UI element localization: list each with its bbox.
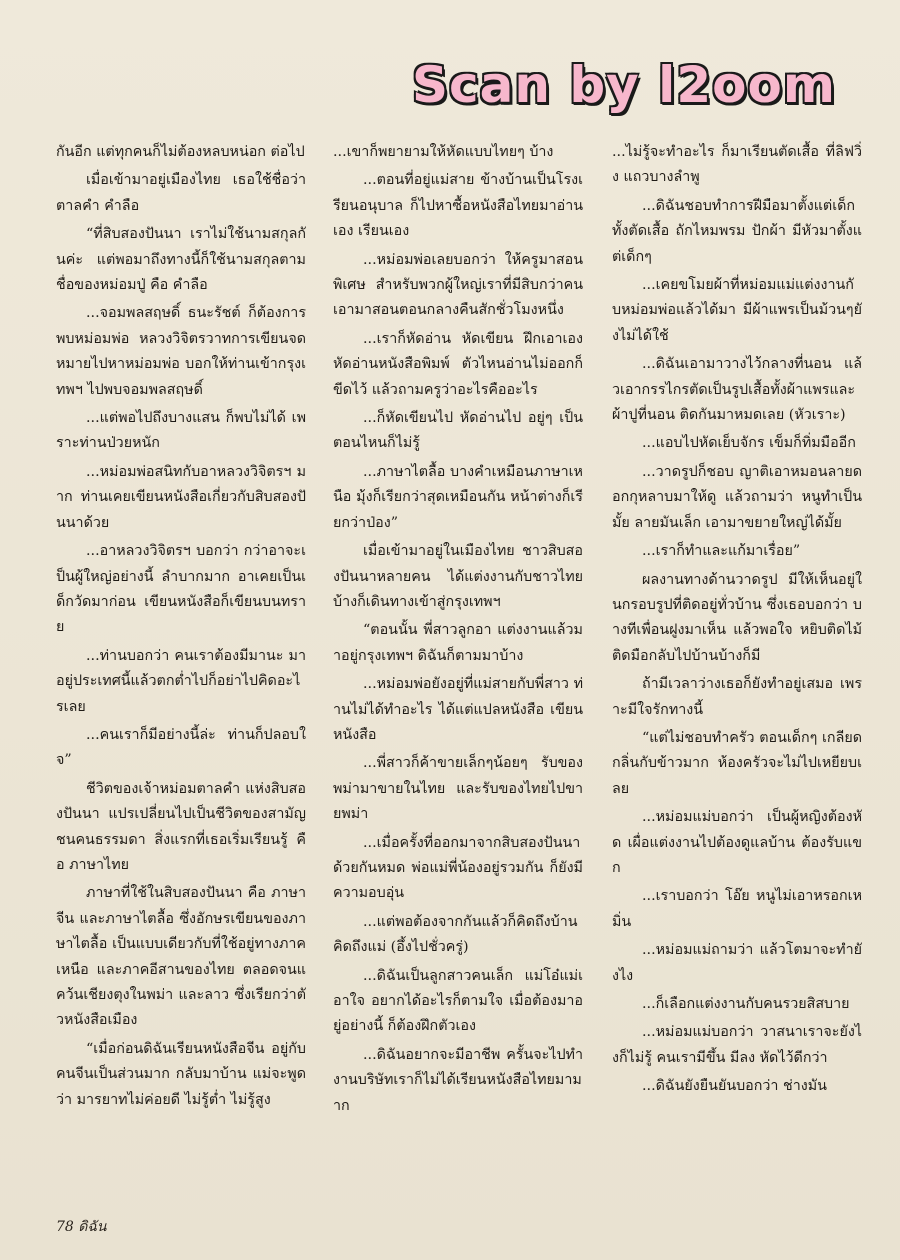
- paragraph: ...ดิฉันยังยืนยันบอกว่า ช่างมัน: [642, 1078, 827, 1095]
- paragraph: ...หม่อมพ่อยังอยู่ที่แม่สายกับพี่สาว ท่านไม่ได้ทำอะไร ได้แต่แปลหนังสือ เขียนหนังสือ: [333, 676, 583, 743]
- paragraph: ...พี่สาวก็ค้าขายเล็กๆน้อยๆ รับของพม่ามาขายในไทย และรับของไทยไปขายพม่า: [333, 755, 583, 823]
- page-footer: [56, 1216, 106, 1240]
- paragraph: ...ก็เลือกแต่งงานกับคนรวยสิสบาย: [642, 996, 850, 1012]
- paragraph: ...เขาก็พยายามให้หัดแบบไทยๆ บ้าง: [333, 144, 554, 160]
- paragraph: ชีวิตของเจ้าหม่อมตาลคำ แห่งสิบสองปันนา แปรเปลี่ยนไปเป็นชีวิตของสามัญชนคนธรรมดา สิ่งแรกที่เธอเริ่มเรียนรู้ คือ ภาษาไทย: [56, 780, 306, 873]
- scan-watermark: Scan by l2oom: [412, 56, 836, 114]
- paragraph: ...หม่อมพ่อสนิทกับอาหลวงวิจิตรฯ มาก ท่านเคยเขียนหนังสือเกี่ยวกับสิบสองปันนาด้วย: [56, 463, 306, 531]
- paragraph: กันอีก แต่ทุกคนก็ไม่ต้องหลบหน่อก ต่อไป: [56, 144, 305, 160]
- text-column-2: [333, 140, 583, 1215]
- paragraph: เมื่อเข้ามาอยู่ในเมืองไทย ชาวสิบสองปันนาหลายคน ได้แต่งงานกับชาวไทย บ้างก็เดินทางเข้าสู่กรุงเทพฯ: [333, 543, 583, 610]
- paragraph: “ตอนนั้น พี่สาวลูกอา แต่งงานแล้วมาอยู่กรุงเทพฯ ดิฉันก็ตามมาบ้าง: [333, 622, 583, 664]
- text-column-1: [56, 140, 306, 1215]
- paragraph: ...ดิฉันเอามาวางไว้กลางที่นอน แล้วเอากรรไกรตัดเป็นรูปเสื้อทั้งผ้าแพรและผ้าปูที่นอน ติดกันมาหมดเลย (หัวเราะ): [612, 356, 862, 424]
- paragraph: ...ท่านบอกว่า คนเราต้องมีมานะ มาอยู่ประเทศนี้แล้วตกต่ำไปก็อย่าไปคิดอะไรเลย: [56, 647, 306, 715]
- paragraph: ...เคยขโมยผ้าที่หม่อมแม่แต่งงานกับหม่อมพ่อแล้วได้มา มีผ้าแพรเป็นม้วนๆยังไม่ได้ใช้: [612, 277, 862, 344]
- paragraph: ...ภาษาไตลื้อ บางคำเหมือนภาษาเหนือ มุ้งก็เรียกว่าสุดเหมือนกัน หน้าต่างก็เรียกว่าป่อง”: [333, 463, 583, 531]
- paragraph: ...เมื่อครั้งที่ออกมาจากสิบสองปันนาด้วยกันหมด พ่อแม่พี่น้องอยู่รวมกัน ก็ยังมีความอบอุ่น: [333, 834, 583, 902]
- paragraph: ...เราก็ทำและแก้มาเรื่อย”: [642, 543, 801, 560]
- text-column-3: [612, 140, 862, 1215]
- paragraph: ...แอบไปหัดเย็บจักร เข็มก็ทิ่มมืออีก: [642, 435, 856, 452]
- paragraph: ผลงานทางด้านวาดรูป มีให้เห็นอยู่ในกรอบรูปที่ติดอยู่ทั่วบ้าน ซึ่งเธอบอกว่า บางทีเพื่อนฝูงมาเห็น แล้วพอใจ หยิบติดไม้ติดมือกลับไปบ้านบ้างก็มี: [612, 571, 862, 664]
- paragraph: ...เราบอกว่า โอ๊ย หนูไม่เอาหรอกเหมิ่น: [612, 888, 862, 930]
- paragraph: “แต่ไม่ชอบทำครัว ตอนเด็กๆ เกลียดกลิ่นกับข้าวมาก ห้องครัวจะไม่ไปเหยียบเลย: [612, 729, 862, 797]
- paragraph: ...แต่พอต้องจากกันแล้วก็คิดถึงบ้าน คิดถึงแม่ (อึ้งไปชั่วครู่): [333, 913, 578, 956]
- paragraph: ...ตอนที่อยู่แม่สาย ข้างบ้านเป็นโรงเรียนอนุบาล ก็ไปหาซื้อหนังสือไทยมาอ่านเอง เรียนเอง: [333, 172, 583, 240]
- paragraph: ...หม่อมพ่อเลยบอกว่า ให้ครูมาสอนพิเศษ สำหรับพวกผู้ใหญ่เราที่มีสิบกว่าคน เอามาสอนตอนกลางคืนสักชั่วโมงหนึ่ง: [333, 251, 583, 319]
- paragraph: “ที่สิบสองปันนา เราไม่ใช้นามสกุลกันค่ะ แต่พอมาถึงทางนี้ก็ใช้นามสกุลตามชื่อของหม่อมปู่ คือ คำลือ: [56, 226, 306, 294]
- paragraph: ...แต่พอไปถึงบางแสน ก็พบไม่ได้ เพราะท่านป่วยหนัก: [56, 410, 306, 452]
- paragraph: เมื่อเข้ามาอยู่เมืองไทย เธอใช้ชื่อว่า ตาลคำ คำลือ: [56, 172, 306, 214]
- paragraph: ...ดิฉันเป็นลูกสาวคนเล็ก แม่โอ๋แม่เอาใจ อยากได้อะไรก็ตามใจ เมื่อต้องมาอยู่อย่างนี้ ก็ต้องฝึกตัวเอง: [333, 967, 583, 1035]
- page-number: 78: [56, 1219, 74, 1235]
- paragraph: ...อาหลวงวิจิตรฯ บอกว่า กว่าอาจะเป็นผู้ใหญ่อย่างนี้ ลำบากมาก อาเคยเป็นเด็กวัดมาก่อน เขียนหนังสือก็เขียนบนทราย: [56, 543, 306, 636]
- paragraph: ...หม่อมแม่บอกว่า วาสนาเราจะยังไงก็ไม่รู้ คนเรามีขึ้น มีลง หัดไว้ดีกว่า: [612, 1024, 862, 1066]
- paragraph: ถ้ามีเวลาว่างเธอก็ยังทำอยู่เสมอ เพราะมีใจรักทางนี้: [612, 676, 862, 718]
- paragraph: ...วาดรูปก็ชอบ ญาติเอาหมอนลายดอกกุหลาบมาให้ดู แล้วถามว่า หนูทำเป็นมั้ย ลายมันเล็ก เอามาขยายใหญ่ได้มั้ย: [612, 463, 862, 531]
- paragraph: ...ก็หัดเขียนไป หัดอ่านไป อยู่ๆ เป็นตอนไหนก็ไม่รู้: [333, 410, 583, 452]
- paragraph: ...จอมพลสฤษดิ์ ธนะรัชต์ ก็ต้องการพบหม่อมพ่อ หลวงวิจิตรวาทการเขียนจดหมายไปหาหม่อมพ่อ บอกให้ท่านเข้ากรุงเทพฯ ไปพบจอมพลสฤษดิ์: [56, 305, 306, 398]
- paragraph: ...เราก็หัดอ่าน หัดเขียน ฝึกเอาเอง หัดอ่านหนังสือพิมพ์ ตัวไหนอ่านไม่ออกก็ขีดไว้ แล้วถามครูว่าอะไรคืออะไร: [333, 330, 583, 398]
- paragraph: ...ดิฉันอยากจะมีอาชีพ ครั้นจะไปทำงานบริษัทเราก็ไม่ได้เรียนหนังสือไทยมามาก: [333, 1046, 583, 1114]
- paragraph: “เมื่อก่อนดิฉันเรียนหนังสือจีน อยู่กับคนจีนเป็นส่วนมาก กลับมาบ้าน แม่จะพูดว่า มารยาทไม่ค่อยดี ไม่รู้ต่ำ ไม่รู้สูง: [56, 1040, 306, 1108]
- paragraph: ...หม่อมแม่ถามว่า แล้วโตมาจะทำยังไง: [612, 942, 862, 984]
- paragraph: ...ไม่รู้จะทำอะไร ก็มาเรียนตัดเสื้อ ที่ลิฟวิ่ง แถวบางลำพู: [612, 144, 862, 186]
- paragraph: ...คนเราก็มีอย่างนี้ล่ะ ท่านก็ปลอบใจ”: [56, 726, 306, 769]
- paragraph: ...ดิฉันชอบทำการฝีมือมาตั้งแต่เด็ก ทั้งตัดเสื้อ ถักไหมพรม ปักผ้า มีหัวมาตั้งแต่เด็กๆ: [612, 197, 862, 265]
- paragraph: ...หม่อมแม่บอกว่า เป็นผู้หญิงต้องหัด เผื่อแต่งงานไปต้องดูแลบ้าน ต้องรับแขก: [612, 809, 862, 876]
- magazine-name: ดิฉัน: [78, 1219, 107, 1235]
- paragraph: ภาษาที่ใช้ในสิบสองปันนา คือ ภาษาจีน และภาษาไตลื้อ ซึ่งอักษรเขียนของภาษาไตลื้อ เป็นแบบเดียวกับที่ใช้อยู่ทางภาคเหนือ และภาคอีสานของไทย ตลอดจนแคว้นเชียงตุงในพม่า และลาว ซึ่งเรียกว่าตัวหนังสือเมือง: [56, 885, 306, 1029]
